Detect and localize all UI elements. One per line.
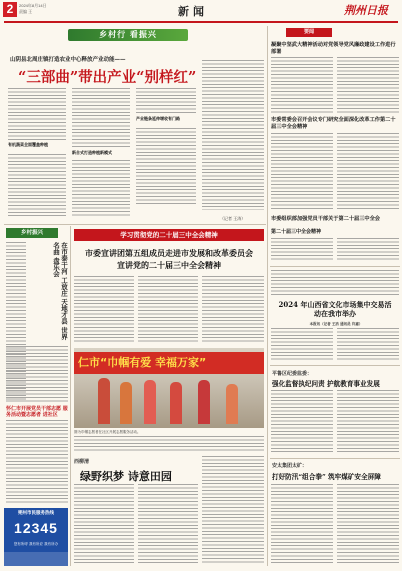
essay-col-3 xyxy=(202,456,264,564)
story-col-3b xyxy=(136,128,196,204)
story-col-4 xyxy=(202,60,264,210)
hotline-stripe xyxy=(4,552,68,566)
study-banner-text: 学习贯彻党的二十届三中全会精神 xyxy=(120,231,218,239)
issue-date: 2024年8月14日 xyxy=(19,3,47,8)
left-mid-banner-text: 乡村振兴 xyxy=(20,230,43,236)
right-mid-headline: 2024 年山西省文化市场集中交易活动在我市举办 xyxy=(278,300,392,318)
divider-right-2 xyxy=(270,365,400,366)
story-col-2 xyxy=(72,88,130,148)
paper-name: 荆州日报 xyxy=(344,4,388,17)
hotline-slogan: 您有所呼 我有所应 我有所办 xyxy=(13,542,59,546)
masthead-rule xyxy=(4,21,398,23)
story-byline: （记者 王涛） xyxy=(220,216,246,221)
right-kicker-2: 安太集团太矿： xyxy=(272,463,308,469)
story-col-3 xyxy=(136,88,196,114)
center-headline-1: 市委宣讲团第五组成员走进市发展和改革委员会 xyxy=(85,248,253,258)
essay-label: 西柳清 xyxy=(74,459,90,465)
essay-col-2 xyxy=(138,484,198,564)
story-kicker: 山阴县北周庄镇打造农业中心释放产业动能—— xyxy=(10,57,126,63)
left-mid-vertical-title: 在市泰干河 工放庄 天地才县 世界名曲 盘乐会 xyxy=(52,242,68,340)
story-headline: “三部曲”带出产业“别样红” xyxy=(18,69,197,86)
story-col-1 xyxy=(8,88,66,140)
essay-title: 绿野织梦 诗意田园 xyxy=(80,470,172,483)
divider-main xyxy=(267,26,268,566)
left-mid-col-b xyxy=(6,346,68,402)
study-banner xyxy=(74,229,264,241)
photo-person-2 xyxy=(120,382,132,424)
story-subhead-2: 有机蔬菜全面覆盖种植 xyxy=(8,142,48,147)
divider-left-col xyxy=(70,226,71,566)
center-photo xyxy=(74,348,264,428)
right-col-4 xyxy=(337,133,399,211)
right-headline-1: 凝聚中坚武大精神活动对党领导党风廉政建设工作进行部署 xyxy=(271,42,396,55)
hotline-number: 12345 xyxy=(14,520,58,536)
center-headline-2: 宣讲党的二十届三中全会精神 xyxy=(117,260,221,270)
right-badge-text: 要闻 xyxy=(303,29,314,35)
right-col-9 xyxy=(337,328,399,362)
hotline-ad xyxy=(4,508,68,566)
hotline-label: 朔州市民服务热线 xyxy=(18,511,54,516)
right-bottom-headline-2: 打好防汛“组合拳” 筑牢煤矿安全屏障 xyxy=(272,473,381,481)
essay-col-1 xyxy=(74,484,134,564)
photo-person-1 xyxy=(98,378,110,424)
right-subhead-3: 第二十届三中全会精神 xyxy=(271,229,322,235)
divider-left-top xyxy=(4,224,266,225)
story-col-2b xyxy=(72,160,130,218)
photo-caption-lines xyxy=(74,436,264,452)
right-col-3 xyxy=(271,133,333,211)
masthead xyxy=(0,0,402,24)
right-mid-byline: 本报讯（记者 王洁 通讯员 许惠） xyxy=(309,322,363,326)
photo-banner-text: 仁市“巾帼有爱 幸福万家” xyxy=(78,356,207,369)
right-col-1 xyxy=(271,57,333,113)
right-col-11 xyxy=(337,390,399,454)
photo-banner xyxy=(74,352,264,374)
editor: 责编 王 xyxy=(19,9,33,14)
right-kicker-1: 平鲁区纪委监委： xyxy=(272,371,313,377)
center-col-3 xyxy=(202,276,264,344)
right-col-8 xyxy=(271,328,333,362)
photo-person-3 xyxy=(144,380,156,424)
page-number: 2 xyxy=(3,2,17,17)
right-headline-2: 市委常委会召开会议专门研究全面深化改革工作第二十届三中全会精神 xyxy=(271,117,396,130)
story-col-1b xyxy=(8,154,66,218)
right-bottom-headline-1: 强化监督执纪问责 护航教育事业发展 xyxy=(272,380,380,388)
divider-right-3 xyxy=(270,458,400,459)
right-badge xyxy=(286,28,332,37)
left-mid-col-c xyxy=(6,420,68,504)
right-col-12 xyxy=(271,484,333,564)
photo-person-4 xyxy=(170,382,182,424)
divider-right-1 xyxy=(270,266,400,267)
right-col-7 xyxy=(271,270,399,296)
right-col-10 xyxy=(271,390,333,454)
photo-person-6 xyxy=(226,384,238,424)
section-title: 新闻 xyxy=(178,5,208,18)
photo-caption: 图为巾帼志愿者在社区开展志愿服务活动。 xyxy=(74,430,141,434)
right-col-13 xyxy=(337,484,399,564)
center-col-1 xyxy=(74,276,134,344)
story-subhead-3: 新合式打造种植新模式 xyxy=(72,150,112,155)
left-mid-subhead: 怀仁市开展党员干部志愿 服务活动暨志愿者 进社区 xyxy=(6,406,68,418)
right-col-5 xyxy=(271,238,333,262)
photo-person-5 xyxy=(198,380,210,424)
right-col-2 xyxy=(337,57,399,113)
right-headline-3: 市委组织部加强党员干部关于第二十届三中全会 xyxy=(271,216,380,222)
rural-banner-text: 乡村行 看振兴 xyxy=(99,30,157,39)
right-col-6 xyxy=(337,238,399,262)
center-col-2 xyxy=(138,276,198,344)
left-mid-banner xyxy=(6,228,58,238)
story-subhead-1: 产业链条延伸增收有门路 xyxy=(136,116,180,121)
rural-banner xyxy=(68,29,188,41)
